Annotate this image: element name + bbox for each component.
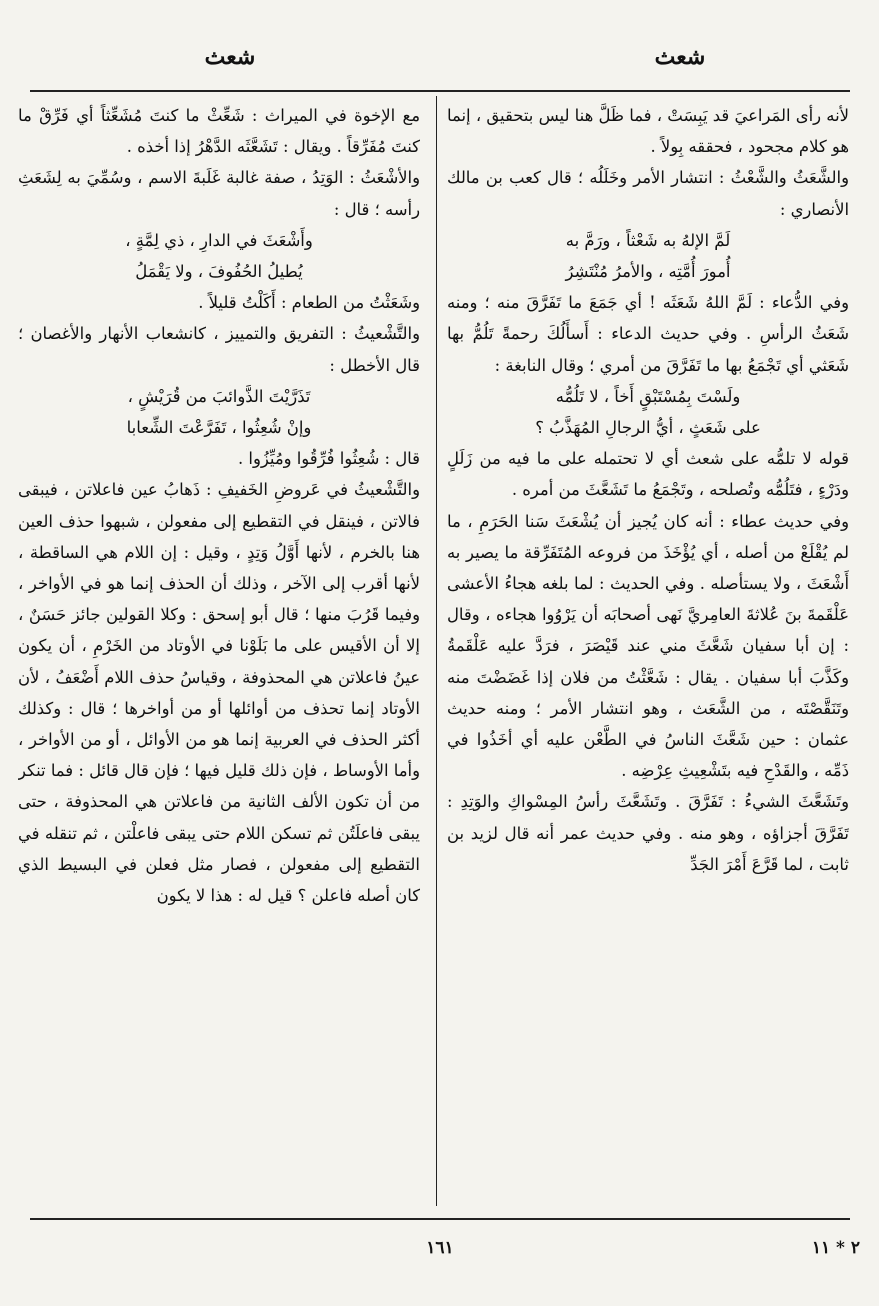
paragraph: وتَشَعَّثَ الشيءُ : تَفَرَّقَ . وتَشَعَّثَ رأسُ المِسْواكِ والوَتِدِ : تَفَرَّقَ أجزاؤه ، وهو منه . وفي حديث عمر أنه قال لزيد بن ثابت ، لما قَرَّعَ أَمْرَ الجَدِّ <box>447 792 849 874</box>
column-divider <box>436 96 437 1206</box>
verse-line: لَمَّ الإلهُ به شَعْثاً ، ورَمَّ به <box>565 230 731 250</box>
verse-line: يُطيلُ الحُفُوفَ ، ولا يَقْمَلُ <box>135 262 303 282</box>
left-column <box>18 100 420 1210</box>
paragraph: وشَعَثْتُ من الطعام : أَكَلْتُ قليلاً . <box>198 293 420 313</box>
header-right-word: شعث <box>654 44 706 70</box>
paragraph: والشَّعَثُ والشَّعْثُ : انتشار الأمر وخَلَلُه ؛ قال كعب بن مالك الأنصاري : <box>447 168 849 219</box>
paragraph: والأشْعَثُ : الوَتِدُ ، صفة غالبة غَلَبةَ الاسم ، وسُمِّيَ به لِشَعَثِ رأسه ؛ قال : <box>18 168 420 219</box>
verse-line: وأَشْعَثَ في الدارِ ، ذي لِمَّةٍ ، <box>125 230 313 250</box>
verse-line: وإنْ شُعِثُوا ، تَفَرَّعْتَ الشِّعابا <box>126 418 312 438</box>
verse-line: ولَسْتَ بِمُسْتَبْقٍ أَخاً ، لا تَلُمُّه <box>555 386 741 406</box>
paragraph: قوله لا تلمُّه على شعث أي لا تحتمله على ما فيه من زَلَلٍ ودَرْءٍ ، فتَلُمُّه وتُصلحه ، وتَجْمَعُ ما تَشَعَّثَ من أمره . <box>447 449 849 500</box>
header-left-word: شعث <box>204 44 256 70</box>
paragraph: لأنه رأى المَراعيَ قد يَبِسَتْ ، فما ظَلَّ هنا ليس بتحقيق ، إنما هو كلام مجحود ، فحققه بِولاً . <box>447 106 849 157</box>
right-column <box>447 100 849 1210</box>
paragraph: وفي الدُّعاء : لَمَّ اللهُ شَعَثَه ! أي جَمَعَ ما تَفَرَّقَ منه ؛ ومنه شَعَثُ الرأسِ . وفي حديث الدعاء : أَسأَلُكَ رحمةً تَلُمُّ بها شَعَثي أي تَجْمَعُ بها ما تَفَرَّقَ من أمري ؛ وقال النابغة : <box>447 293 849 375</box>
paragraph: والتَّشْعيثُ في عَروضِ الخَفيفِ : ذَهابُ عين فاعلاتن ، فيبقى فالاتن ، فينقل في التقطيع إلى مفعولن ، شبهوا حذف العين هنا بالخرم ، لأنها أَوَّلُ وَتِدٍ ، وقيل : إن اللام هي الساقطة ، لأنها أقرب إلى الآخر ، وذلك أن الحذف إنما هو في الأواخر ، وفيما قَرُبَ منها ؛ قال أبو إسحق : وكلا القولين جائز حَسَنٌ ، إلا أن الأقيس على ما بَلَوْنا في الأوتاد من الخَرْمِ ، أن يكون عينُ فاعلاتن هي المحذوفة ، وقياسُ حذف اللام أَضْعَفُ ، لأن الأوتاد إنما تحذف من أوائلها أو من أواخرها ؛ قال : وكذلك أكثر الحذف في العربية إنما هو من الأوائل ، أو من الأواخر ، وأما الأوساط ، فإن ذلك قليل فيها ؛ فإن قال قائل : فما تنكر من أن تكون الألف الثانية من فاعلاتن هي المحذوفة ، حتى يبقى فاعلَتُن ثم تسكن اللام حتى يبقى فاعلْتن ، ثم تنقله في التقطيع إلى مفعولن ، فصار مثل فعلن في البسيط الذي كان أصله فاعلن ؟ قيل له : هذا لا يكون <box>18 480 420 906</box>
verse-line: تَذَرَّيْتَ الذَّوائبَ من قُرَيْشٍ ، <box>127 386 311 406</box>
paragraph: مع الإخوة في الميراث : شَعِّثْ ما كنتَ مُشَعِّثاً أي فَرِّقْ ما كنتَ مُفَرِّقاً . ويقال : تَشَعَّثَه الدَّهْرُ إذا أخذه . <box>18 106 420 157</box>
paragraph: وفي حديث عطاء : أنه كان يُجيز أن يُشْعَثَ سَنا الحَرَمِ ، ما لم يُقْلَعْ من أصله ، أي يُؤْخَذَ من فروعه المُتَفَرِّقة ما يصير به أَشْعَثَ ، ولا يستأصله . وفي الحديث : لما بلغه هجاءُ الأعشى عَلْقَمةَ بنَ عُلاثةَ العامِريَّ نَهى أصحابَه أن يَرْوُوا هجاءه ، وقال : إن أبا سفيان شَعَّثَ مني عند قَيْصَرَ ، فرَدَّ عليه عَلْقَمةُ وكَذَّبَ أبا سفيان . يقال : شَعَّثْتُ من فلان إذا غَضَضْتَ منه وتَنَقَّصْتَه ، من الشَّعَث ، وهو انتشار الأمر ؛ ومنه حديث عثمان : حين شَعَّثَ الناسُ في الطَّعْن عليه أي أخَذُوا في ذَمِّه ، والقَدْحِ فيه بتَشْعِيثِ عِرْضِه . <box>447 511 849 781</box>
paragraph: قال : شُعِثُوا فُرِّقُوا ومُيِّزُوا . <box>237 449 420 469</box>
top-rule <box>30 90 850 92</box>
signature-mark: ٢ * ١١ <box>811 1238 860 1258</box>
paragraph: والتَّشْعيثُ : التفريق والتمييز ، كانشعاب الأنهار والأغصان ؛ قال الأخطل : <box>18 324 420 375</box>
verse-line: أُمورَ أُمَّتِه ، والأمرُ مُنْتَشِرُ <box>565 262 731 282</box>
verse-line: على شَعَثٍ ، أيُّ الرجالِ المُهَذَّبُ ؟ <box>535 418 761 438</box>
bottom-rule <box>30 1218 850 1220</box>
page-number: ١٦١ <box>426 1238 454 1258</box>
